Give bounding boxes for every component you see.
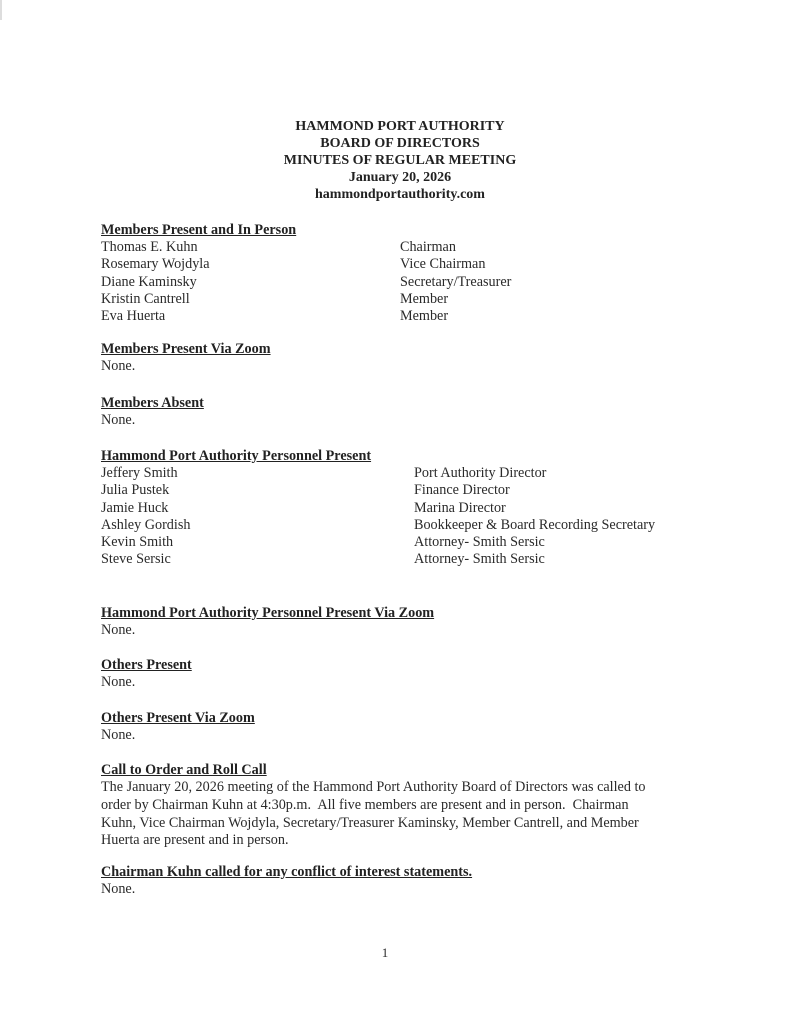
member-name: Kristin Cantrell <box>101 290 190 307</box>
personnel-zoom-section <box>101 604 434 639</box>
member-role: Member <box>400 308 449 325</box>
others-zoom-section <box>101 709 255 744</box>
personnel-name: Kevin Smith <box>101 534 174 551</box>
paragraph-line: Kuhn, Vice Chairman Wojdyla, Secretary/Treasurer Kaminsky, Member Cantrell, and Member <box>101 814 639 831</box>
personnel-role: Port Authority Director <box>414 465 547 481</box>
org-name: HAMMOND PORT AUTHORITY <box>295 119 505 134</box>
member-row <box>101 308 511 325</box>
document-header <box>0 118 800 203</box>
personnel-name: Steve Sersic <box>101 551 171 568</box>
document-title: MINUTES OF REGULAR MEETING <box>283 153 517 168</box>
section-heading: Call to Order and Roll Call <box>101 762 267 778</box>
section-heading: Others Present <box>101 657 192 673</box>
others-present-section <box>101 656 192 691</box>
scan-edge-mark <box>0 0 2 20</box>
paragraph-line: Huerta are present and in person. <box>101 832 289 849</box>
board-name: BOARD OF DIRECTORS <box>320 136 480 151</box>
call-to-order-section <box>101 761 791 850</box>
personnel-role: Attorney- Smith Sersic <box>414 534 545 551</box>
personnel-role: Attorney- Smith Sersic <box>414 551 545 568</box>
personnel-row <box>101 534 655 551</box>
members-present-section <box>101 221 511 325</box>
personnel-name: Julia Pustek <box>101 482 170 499</box>
member-name: Thomas E. Kuhn <box>101 239 198 255</box>
section-text: None. <box>101 622 136 638</box>
member-row <box>101 274 511 291</box>
personnel-row <box>101 551 655 568</box>
member-row <box>101 239 511 256</box>
member-row <box>101 256 511 273</box>
section-text: None. <box>101 727 136 743</box>
page-number: 1 <box>381 945 389 960</box>
members-zoom-section <box>101 340 271 375</box>
member-role: Member <box>400 290 449 307</box>
personnel-present-section <box>101 447 655 569</box>
members-absent-section <box>101 394 204 429</box>
member-role: Chairman <box>400 239 456 255</box>
personnel-name: Jamie Huck <box>101 499 169 516</box>
member-role: Secretary/Treasurer <box>400 273 512 290</box>
personnel-role: Marina Director <box>414 499 506 516</box>
section-heading: Members Present Via Zoom <box>101 341 271 357</box>
section-text: None. <box>101 881 136 897</box>
meeting-date: January 20, 2026 <box>348 170 452 185</box>
personnel-role: Bookkeeper & Board Recording Secretary <box>414 516 656 533</box>
personnel-row <box>101 482 655 499</box>
section-heading: Members Present and In Person <box>101 222 297 238</box>
paragraph-line: order by Chairman Kuhn at 4:30p.m. All five members are present and in person. Chairman <box>101 796 629 813</box>
personnel-row <box>101 517 655 534</box>
paragraph-line: The January 20, 2026 meeting of the Hammond Port Authority Board of Directors was called to <box>101 779 646 795</box>
section-heading: Chairman Kuhn called for any conflict of interest statements. <box>101 864 473 880</box>
section-text: None. <box>101 412 136 428</box>
section-heading: Members Absent <box>101 395 204 411</box>
member-row <box>101 291 511 308</box>
section-text: None. <box>101 674 136 690</box>
section-text: None. <box>101 358 136 374</box>
section-heading: Hammond Port Authority Personnel Present Via Zoom <box>101 605 435 621</box>
personnel-name: Jeffery Smith <box>101 465 178 481</box>
member-name: Rosemary Wojdyla <box>101 256 210 273</box>
conflict-section <box>101 863 472 898</box>
member-name: Eva Huerta <box>101 308 166 325</box>
personnel-role: Finance Director <box>414 482 510 499</box>
member-name: Diane Kaminsky <box>101 273 197 290</box>
personnel-row <box>101 500 655 517</box>
section-heading: Hammond Port Authority Personnel Present <box>101 448 372 464</box>
call-to-order-paragraph <box>101 779 791 850</box>
member-role: Vice Chairman <box>400 256 486 273</box>
website: hammondportauthority.com <box>315 187 485 202</box>
section-heading: Others Present Via Zoom <box>101 710 255 726</box>
personnel-name: Ashley Gordish <box>101 516 191 533</box>
personnel-row <box>101 465 655 482</box>
